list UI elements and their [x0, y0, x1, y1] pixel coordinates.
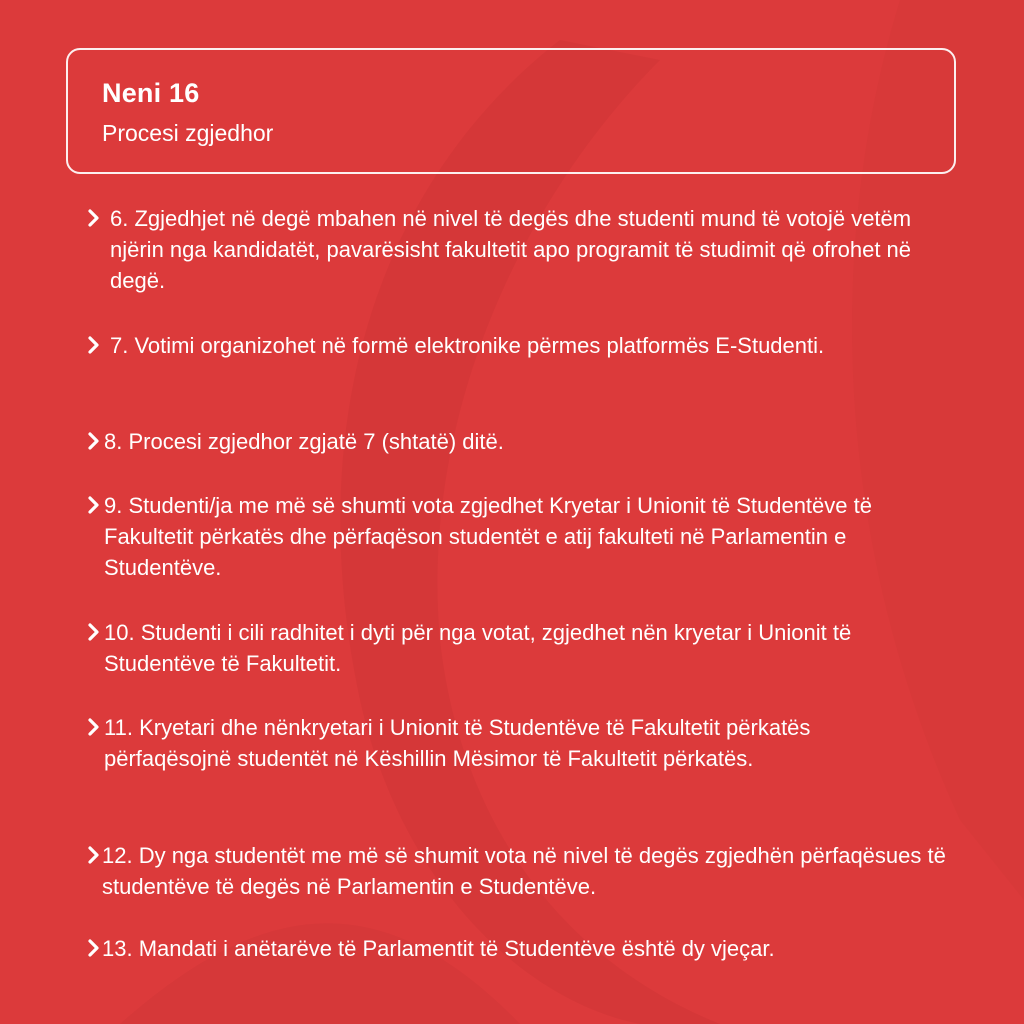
chevron-right-icon	[86, 715, 104, 739]
chevron-right-icon	[86, 333, 104, 357]
list-item	[86, 490, 896, 583]
list-item	[86, 933, 946, 964]
list-item-text: 12. Dy nga studentët me më së shumit vota në nivel të degës zgjedhën përfaqësues të studentëve të degës në Parlamentin e Studentëve.	[102, 843, 946, 899]
list-item-text: 11. Kryetari dhe nënkryetari i Unionit të Studentëve të Fakultetit përkatës përfaqësojnë studentët në Këshillin Mësimor të Fakultetit përkatës.	[104, 715, 811, 771]
chevron-right-icon	[86, 843, 104, 867]
chevron-right-icon	[86, 429, 104, 453]
list-item	[86, 426, 916, 457]
list-item	[86, 617, 896, 679]
article-subtitle: Procesi zgjedhor	[102, 120, 274, 146]
chevron-right-icon	[86, 206, 104, 230]
list-item-text: 6. Zgjedhjet në degë mbahen në nivel të degës dhe studenti mund të votojë vetëm njërin nga kandidatët, pavarësisht fakultetit apo programit të studimit që ofrohet në degë.	[110, 206, 912, 293]
list-item-text: 10. Studenti i cili radhitet i dyti për nga votat, zgjedhet nën kryetar i Unionit të Studentëve të Fakultetit.	[104, 620, 852, 676]
list-item-text: 7. Votimi organizohet në formë elektronike përmes platformës E-Studenti.	[110, 333, 825, 358]
list-item	[86, 203, 916, 296]
list-item-text: 13. Mandati i anëtarëve të Parlamentit të Studentëve është dy vjeçar.	[102, 936, 775, 961]
list-item	[86, 330, 856, 361]
chevron-right-icon	[86, 620, 104, 644]
chevron-right-icon	[86, 493, 104, 517]
article-header-box	[66, 48, 956, 174]
article-title: Neni 16	[102, 78, 200, 108]
list-item	[86, 840, 946, 902]
list-item-text: 8. Procesi zgjedhor zgjatë 7 (shtatë) ditë.	[104, 429, 504, 454]
list-item	[86, 712, 896, 774]
chevron-right-icon	[86, 936, 104, 960]
list-item-text: 9. Studenti/ja me më së shumti vota zgjedhet Kryetar i Unionit të Studentëve të Fakultetit përkatës dhe përfaqëson studentët e atij fakulteti në Parlamentin e Studentëve.	[104, 493, 872, 580]
